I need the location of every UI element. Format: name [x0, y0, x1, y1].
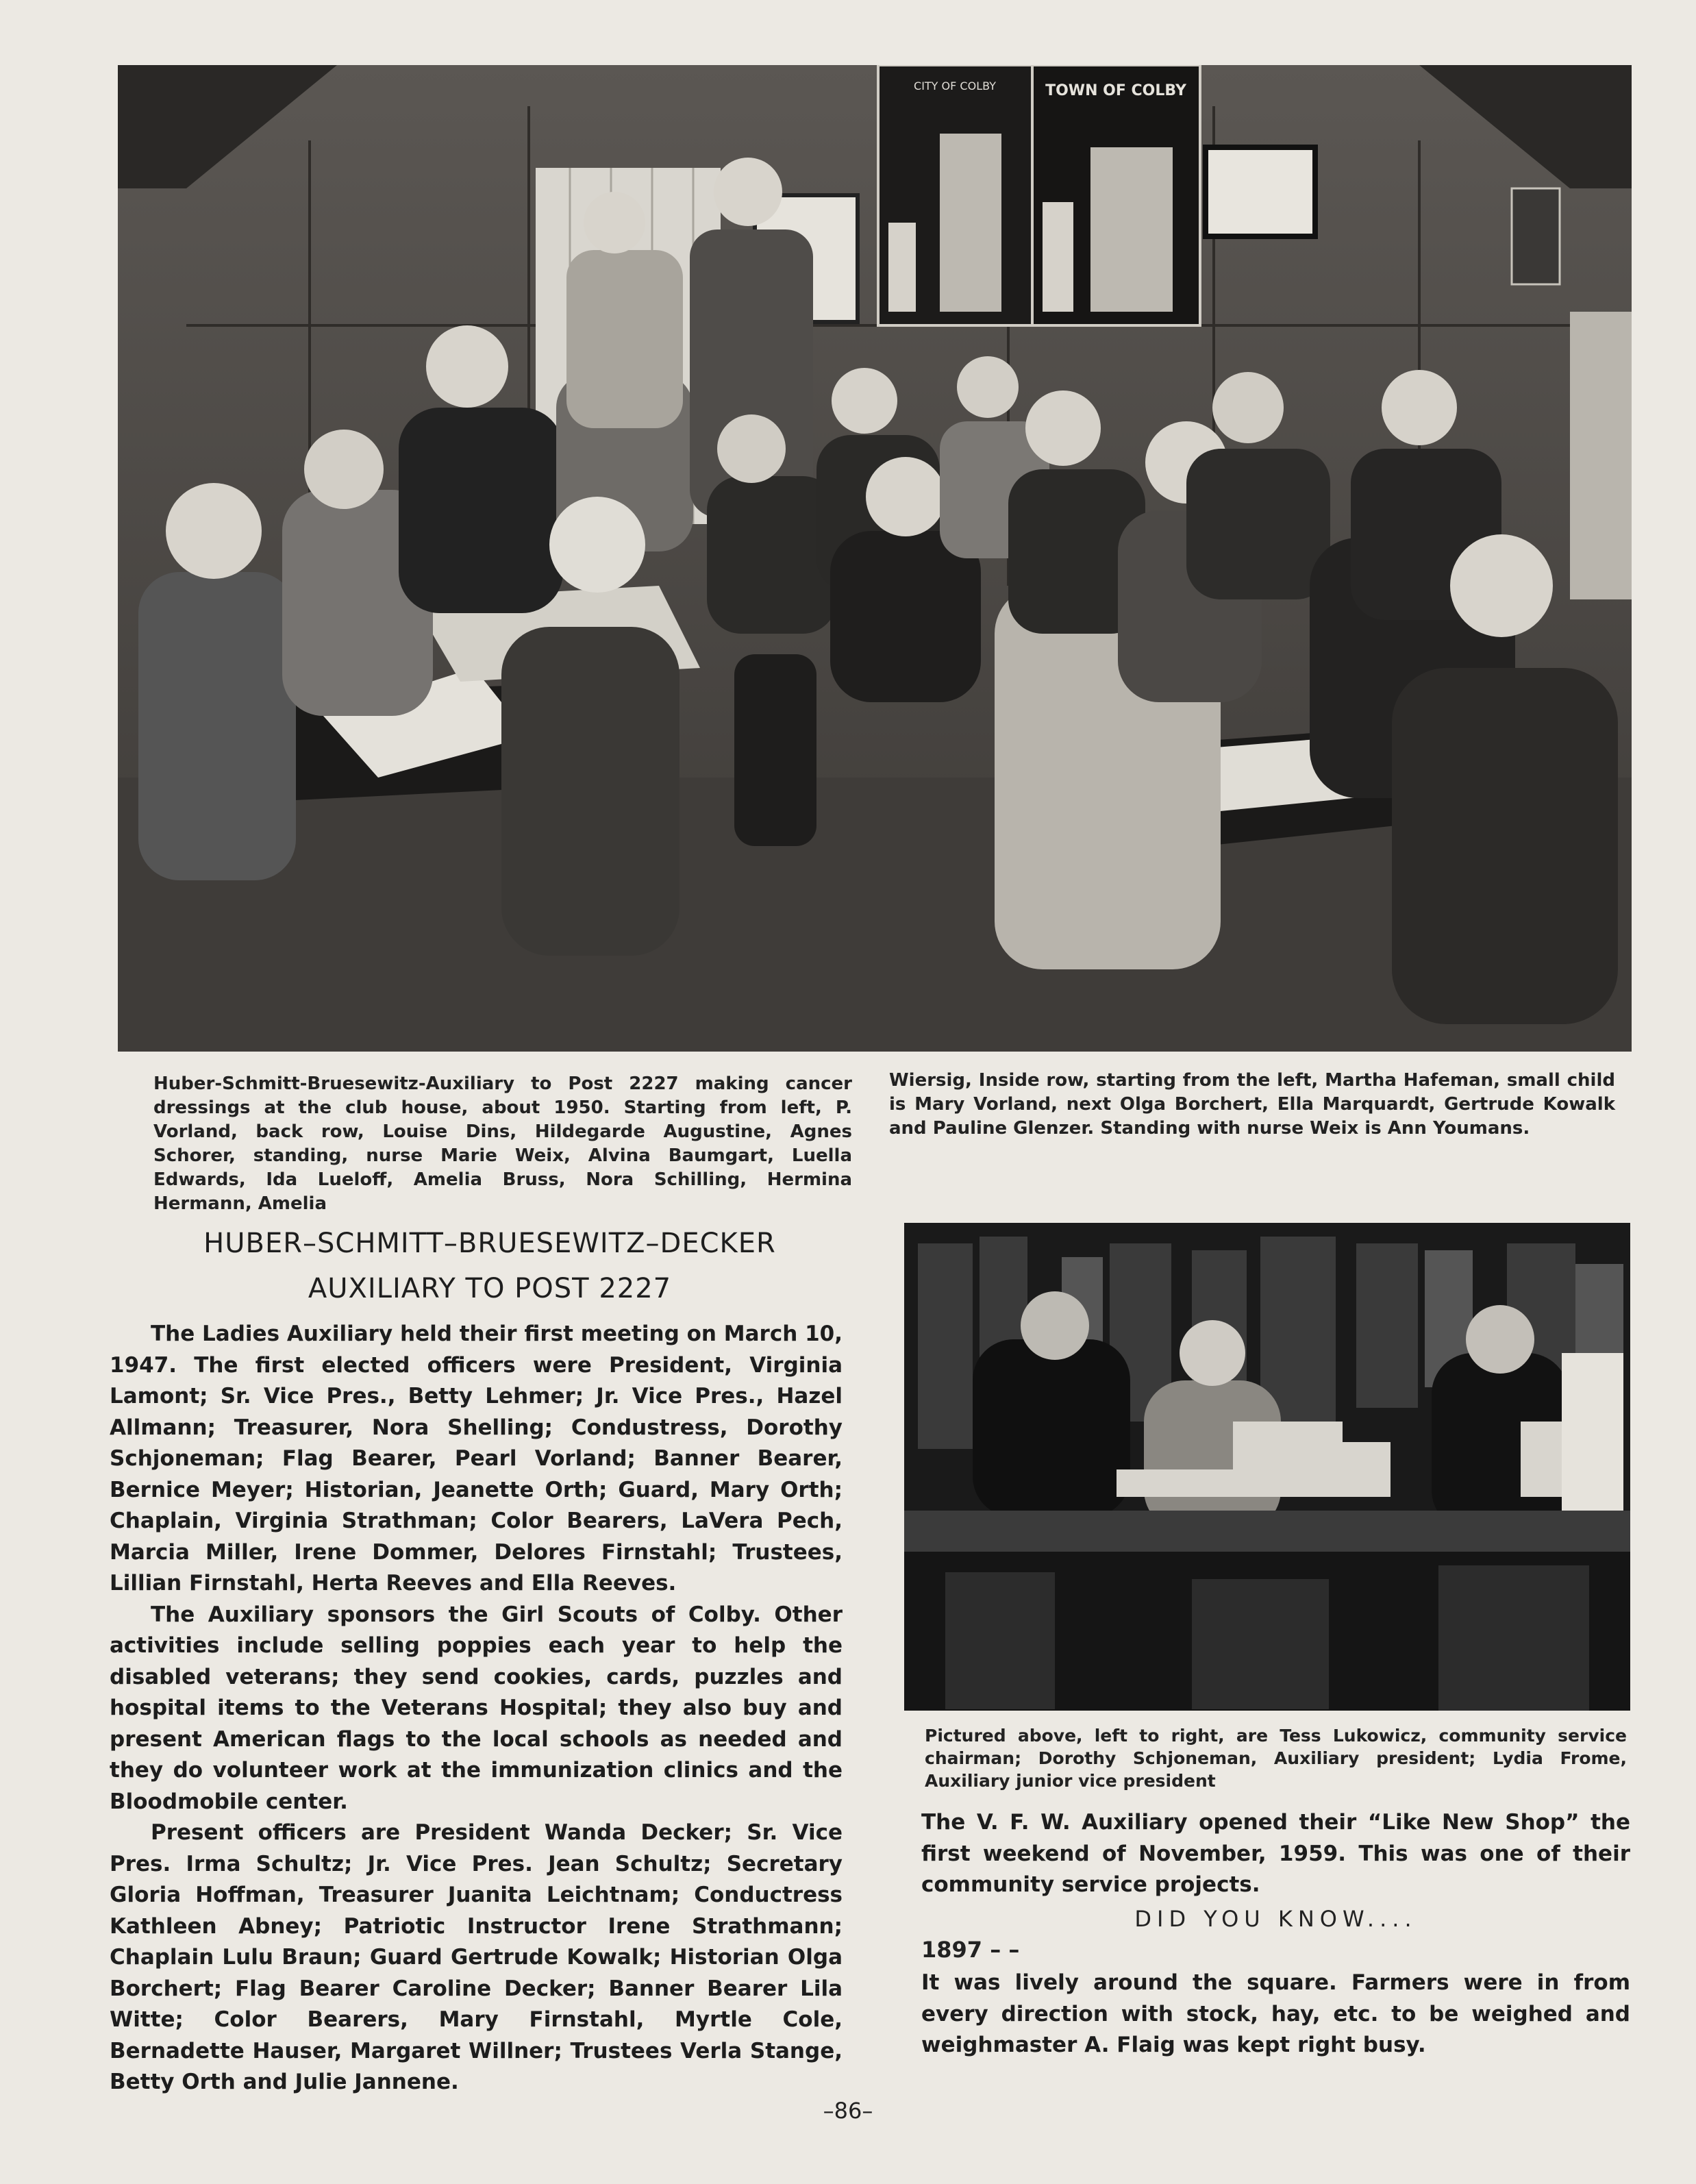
group-photo-illustration [118, 65, 1632, 1052]
square-paragraph: It was lively around the square. Farmers were in from every direction with stock, hay, etc. to be weighed and weighmaster A. Flaig was kept right busy. [921, 1970, 1630, 2057]
auxiliary-article-body [110, 1319, 843, 2098]
article-paragraph-first-meeting: The Ladies Auxiliary held their first meeting on March 10, 1947. The first elected officers were President, Virginia Lamont; Sr. Vice Pres., Betty Lehmer; Jr. Vice Pres., Hazel Allmann; Treasurer, Nora Shelling; Condustress, Dorothy Schjoneman; Flag Bearer, Pearl Vorland; Banner Bearer, Bernice Meyer; Historian, Jeanette Orth; Guard, Mary Orth; Chaplain, Virginia Strathman; Color Bearers, LaVera Pech, Marcia Miller, Irene Dommer, Delores Firnstahl; Trustees, Lillian Firnstahl, Herta Reeves and Ella Reeves. [110, 1321, 843, 1596]
article-heading-line1: HUBER–SCHMITT–BRUESEWITZ–DECKER [203, 1228, 776, 1259]
did-you-know-heading: DID YOU KNOW.... [1134, 1906, 1417, 1932]
group-photo-cancer-dressings [118, 65, 1632, 1052]
shop-photo-illustration [904, 1223, 1630, 1711]
town-of-colby-sign: TOWN OF COLBY [1045, 82, 1186, 99]
article-paragraph-activities: The Auxiliary sponsors the Girl Scouts of Colby. Other activities include selling poppies each year to help the disabled veterans; they send cookies, cards, puzzles and hospital items to the Veterans Hospital; they also buy and present American flags to the local schools as needed and they do volunteer work at the immunization clinics and the Bloodmobile center. [110, 1602, 843, 1814]
article-heading-line2: AUXILIARY TO POST 2227 [308, 1273, 672, 1304]
shop-photo-caption: Pictured above, left to right, are Tess Lukowicz, community service chairman; Dorothy Schjoneman, Auxiliary president; Lydia Frome, Auxiliary junior vice president [925, 1726, 1627, 1791]
photo-caption-left: Huber-Schmitt-Bruesewitz-Auxiliary to Post 2227 making cancer dressings at the club house, about 1950. Starting from left, P. Vorland, back row, Louise Dins, Hildegarde Augustine, Agnes Schorer, standing, nurse Marie Weix, Alvina Baumgart, Luella Edwards, Ida Lueloff, Amelia Bruss, Nora Schilling, Hermina Hermann, Amelia [153, 1074, 852, 1214]
article-paragraph-present-officers: Present officers are President Wanda Decker; Sr. Vice Pres. Irma Schultz; Jr. Vice Pres. Jean Schultz; Secretary Gloria Hoffman, Treasurer Juanita Leichtnam; Conductress Kathleen Abney; Patriotic Instructor Irene Strathmann; Chaplain Lulu Braun; Guard Gertrude Kowalk; Historian Olga Borchert; Flag Bearer Caroline Decker; Banner Bearer Lila Witte; Color Bearers, Mary Firnstahl, Myrtle Cole, Bernadette Hauser, Margaret Willner; Trustees Verla Stange, Betty Orth and Julie Jannene. [110, 1820, 843, 2094]
city-of-colby-sign: CITY OF COLBY [914, 79, 996, 92]
photo-caption-right: Wiersig, Inside row, starting from the left, Martha Hafeman, small child is Mary Vorland, next Olga Borchert, Ella Marquardt, Gertrude Kowalk and Pauline Glenzer. Standing with nurse Weix is Ann Youmans. [889, 1070, 1615, 1139]
page-number: –86– [823, 2098, 873, 2124]
like-new-shop-photo [904, 1223, 1630, 1711]
year-heading: 1897 – – [921, 1937, 1020, 1963]
like-new-shop-paragraph: The V. F. W. Auxiliary opened their “Like New Shop” the first weekend of November, 1959. This was one of their community service projects. [921, 1810, 1630, 1897]
